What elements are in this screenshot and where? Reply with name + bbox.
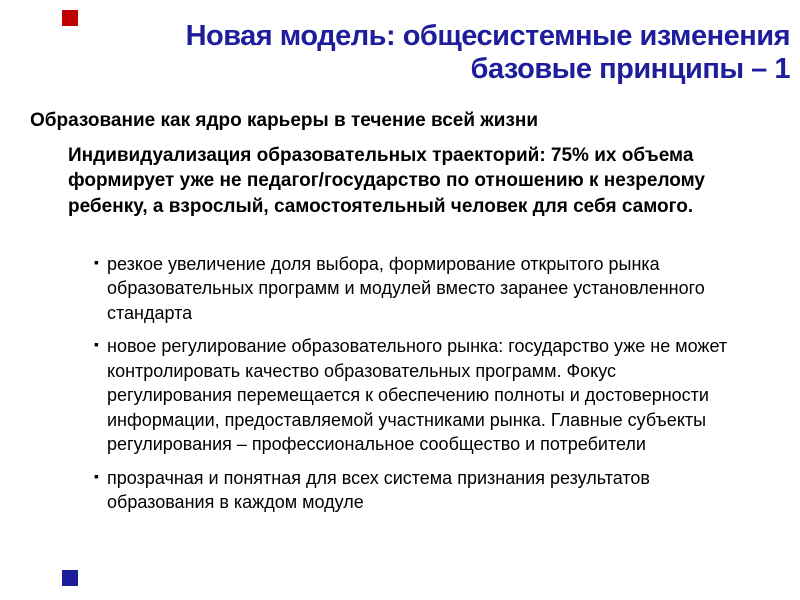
slide-title [60,20,790,86]
navy-corner-square [62,570,78,586]
bullet-text: прозрачная и понятная для всех система признания результатов образования в каждом модуле [107,467,650,513]
list-item [94,334,742,456]
square-bullet-icon: ▪ [94,254,99,270]
list-item [94,252,742,325]
bullet-list [94,252,742,524]
body-paragraph: Индивидуализация образовательных траекторий: 75% их объема формирует уже не педагог/государство по отношению к незрелому ребенку, а взрослый, самостоятельный человек для себя самого. [68,145,706,217]
list-item [94,466,742,515]
slide-title-line1: Новая модель: общесистемные изменения [185,20,790,52]
square-bullet-icon: ▪ [94,467,99,484]
body-heading: Образование как ядро карьеры в течение всей жизни [30,110,539,131]
bullet-text: новое регулирование образовательного рынка: государство уже не может контролировать качество образовательных программ. Фокус регулирования перемещается к обеспечению полноты и достоверности информации, предоставляемой участниками рынка. Главные субъекты регулирования – профессиональное сообщество и потребители [107,336,728,455]
slide-title-line2: базовые принципы – 1 [470,52,790,85]
bullet-text: резкое увеличение доля выбора, формирование открытого рынка образовательных программ и модулей вместо заранее установленного стандарта [107,254,705,323]
square-bullet-icon: ▪ [94,336,99,353]
